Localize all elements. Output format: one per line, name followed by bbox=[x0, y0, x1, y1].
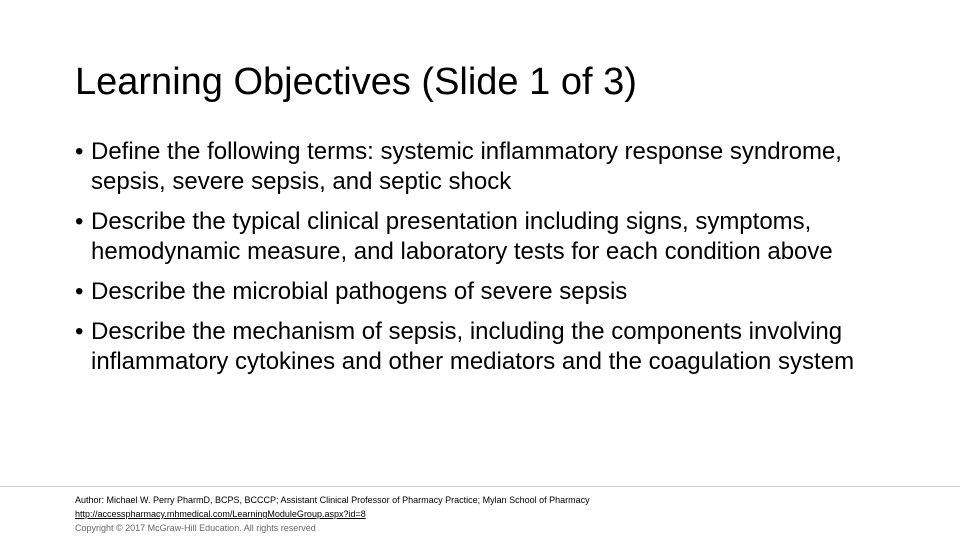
objective-text: Describe the mechanism of sepsis, including the components involving inflammatory cytokines and other mediators and the coagulation system bbox=[91, 318, 855, 375]
objective-text: Describe the typical clinical presentation including signs, symptoms, hemodynamic measure, and laboratory tests for each condition above bbox=[91, 208, 833, 265]
bullet-marker: • bbox=[75, 138, 84, 165]
objective-item bbox=[75, 137, 875, 197]
footer-copyright: Copyright © 2017 McGraw-Hill Education. All rights reserved bbox=[75, 523, 316, 533]
footer-author: Author: Michael W. Perry PharmD, BCPS, BCCCP; Assistant Clinical Professor of Pharmacy Practice; Mylan School of Pharmacy bbox=[75, 495, 590, 505]
footer-link[interactable]: http://accesspharmacy.mhmedical.com/LearningModuleGroup.aspx?id=8 bbox=[75, 509, 366, 519]
objective-item bbox=[75, 317, 875, 377]
objectives-list bbox=[75, 137, 875, 387]
objective-text: Define the following terms: systemic inflammatory response syndrome, sepsis, severe sepsis, and septic shock bbox=[91, 138, 842, 195]
bullet-marker: • bbox=[75, 208, 84, 235]
bullet-marker: • bbox=[75, 318, 84, 345]
bullet-marker: • bbox=[75, 278, 84, 305]
objective-item bbox=[75, 207, 875, 267]
footer bbox=[75, 493, 590, 535]
slide-title: Learning Objectives (Slide 1 of 3) bbox=[75, 61, 637, 103]
objective-text: Describe the microbial pathogens of severe sepsis bbox=[91, 278, 628, 305]
objective-item bbox=[75, 277, 875, 307]
footer-divider bbox=[0, 486, 960, 487]
